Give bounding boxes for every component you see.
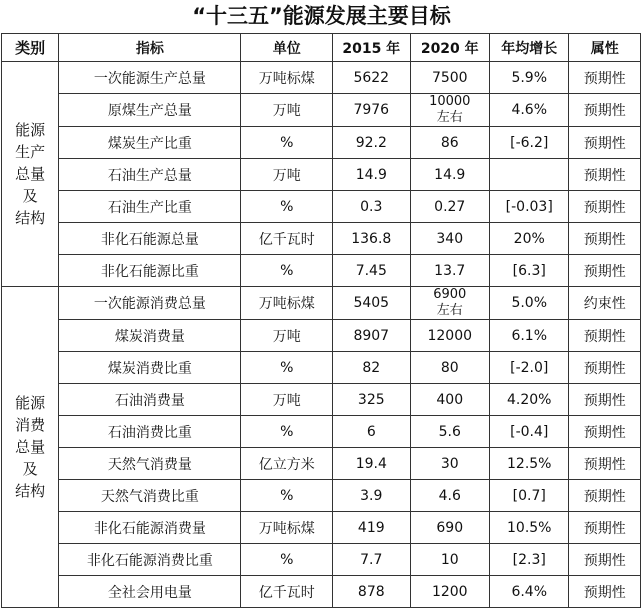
indicator-cell: 非化石能源总量: [59, 223, 241, 255]
value-2015-cell: 136.8: [333, 223, 410, 255]
table-row: [2, 287, 641, 320]
value-2015-cell: 92.2: [333, 127, 410, 159]
value-2020-cell: 30: [410, 448, 489, 480]
unit-cell: 万吨: [241, 94, 333, 127]
unit-cell: 万吨标煤: [241, 512, 333, 544]
value-2015-cell: 3.9: [333, 480, 410, 512]
attribute-cell: 预期性: [569, 416, 641, 448]
attribute-cell: 预期性: [569, 94, 641, 127]
value-2015-cell: 5405: [333, 287, 410, 320]
unit-cell: %: [241, 255, 333, 287]
indicator-cell: 一次能源消费总量: [59, 287, 241, 320]
unit-cell: %: [241, 127, 333, 159]
table-row: [2, 255, 641, 287]
indicator-cell: 煤炭消费量: [59, 320, 241, 352]
growth-cell: 6.4%: [490, 576, 569, 608]
attribute-cell: 预期性: [569, 159, 641, 191]
attribute-cell: 预期性: [569, 384, 641, 416]
value-2015-cell: 5622: [333, 62, 410, 94]
table-row: [2, 352, 641, 384]
value-2015-cell: 14.9: [333, 159, 410, 191]
category-label: 能源 生产 总量 及 结构: [15, 121, 46, 227]
unit-cell: 万吨标煤: [241, 287, 333, 320]
value-2020-cell: 690: [410, 512, 489, 544]
unit-cell: %: [241, 544, 333, 576]
indicator-cell: 非化石能源消费比重: [59, 544, 241, 576]
attribute-cell: 预期性: [569, 255, 641, 287]
value-2020-cell: 10: [410, 544, 489, 576]
table-row: [2, 94, 641, 127]
header-indicator: 指标: [59, 34, 241, 62]
table-row: [2, 544, 641, 576]
table-row: [2, 62, 641, 94]
growth-cell: [-0.03]: [490, 191, 569, 223]
indicator-cell: 煤炭消费比重: [59, 352, 241, 384]
unit-cell: %: [241, 416, 333, 448]
value-2020-cell: 0.27: [410, 191, 489, 223]
category-label: 能源 消费 总量 及 结构: [15, 394, 46, 500]
unit-cell: %: [241, 480, 333, 512]
attribute-cell: 预期性: [569, 352, 641, 384]
header-growth: 年均增长: [490, 34, 569, 62]
value-2015-cell: 419: [333, 512, 410, 544]
header-attribute: 属性: [569, 34, 641, 62]
value-2015-cell: 6: [333, 416, 410, 448]
value-2020-cell: 340: [410, 223, 489, 255]
indicator-cell: 全社会用电量: [59, 576, 241, 608]
growth-cell: 20%: [490, 223, 569, 255]
attribute-cell: 预期性: [569, 512, 641, 544]
header-category: 类别: [2, 34, 59, 62]
header-2015: 2015 年: [333, 34, 410, 62]
attribute-cell: 预期性: [569, 191, 641, 223]
attribute-cell: 预期性: [569, 576, 641, 608]
table-row: [2, 416, 641, 448]
unit-cell: 亿立方米: [241, 448, 333, 480]
attribute-cell: 预期性: [569, 448, 641, 480]
table-row: [2, 127, 641, 159]
unit-cell: 亿千瓦时: [241, 223, 333, 255]
value-2015-cell: 7976: [333, 94, 410, 127]
growth-cell: [-6.2]: [490, 127, 569, 159]
unit-cell: 万吨: [241, 320, 333, 352]
value-2015-cell: 0.3: [333, 191, 410, 223]
unit-cell: 万吨: [241, 159, 333, 191]
attribute-cell: 预期性: [569, 62, 641, 94]
indicator-cell: 原煤生产总量: [59, 94, 241, 127]
table-row: [2, 576, 641, 608]
attribute-cell: 预期性: [569, 544, 641, 576]
value-2015-cell: 878: [333, 576, 410, 608]
table-body: [2, 62, 641, 608]
indicator-cell: 石油生产总量: [59, 159, 241, 191]
growth-cell: 12.5%: [490, 448, 569, 480]
value-2015-cell: 7.45: [333, 255, 410, 287]
value-2015-cell: 8907: [333, 320, 410, 352]
attribute-cell: 预期性: [569, 320, 641, 352]
energy-targets-table: [1, 33, 641, 608]
table-row: [2, 512, 641, 544]
value-2020-cell: 6900 左右: [410, 287, 489, 320]
value-2020-cell: 12000: [410, 320, 489, 352]
page-title: “十三五”能源发展主要目标: [192, 4, 451, 28]
value-2020-cell: 14.9: [410, 159, 489, 191]
growth-cell: [-0.4]: [490, 416, 569, 448]
indicator-cell: 一次能源生产总量: [59, 62, 241, 94]
value-2020-cell: 5.6: [410, 416, 489, 448]
table-row: [2, 223, 641, 255]
value-2020-cell: 10000 左右: [410, 94, 489, 127]
attribute-cell: 预期性: [569, 127, 641, 159]
indicator-cell: 非化石能源比重: [59, 255, 241, 287]
growth-cell: [2.3]: [490, 544, 569, 576]
value-2020-cell: 7500: [410, 62, 489, 94]
value-2015-cell: 19.4: [333, 448, 410, 480]
table-row: [2, 448, 641, 480]
value-2015-cell: 82: [333, 352, 410, 384]
growth-cell: 6.1%: [490, 320, 569, 352]
value-2020-cell: 1200: [410, 576, 489, 608]
indicator-cell: 煤炭生产比重: [59, 127, 241, 159]
value-2020-cell: 86: [410, 127, 489, 159]
growth-cell: [-2.0]: [490, 352, 569, 384]
value-2020-cell: 400: [410, 384, 489, 416]
attribute-cell: 预期性: [569, 223, 641, 255]
unit-cell: %: [241, 191, 333, 223]
indicator-cell: 天然气消费比重: [59, 480, 241, 512]
value-2020-cell: 4.6: [410, 480, 489, 512]
attribute-cell: 预期性: [569, 480, 641, 512]
category-cell: [2, 62, 59, 287]
unit-cell: %: [241, 352, 333, 384]
table-row: [2, 480, 641, 512]
growth-cell: 5.0%: [490, 287, 569, 320]
value-2020-cell: 13.7: [410, 255, 489, 287]
indicator-cell: 石油生产比重: [59, 191, 241, 223]
table-row: [2, 384, 641, 416]
table-row: [2, 159, 641, 191]
growth-cell: 4.20%: [490, 384, 569, 416]
growth-cell: [490, 159, 569, 191]
header-row: [2, 34, 641, 62]
header-2020: 2020 年: [410, 34, 489, 62]
growth-cell: 5.9%: [490, 62, 569, 94]
value-2015-cell: 7.7: [333, 544, 410, 576]
indicator-cell: 非化石能源消费量: [59, 512, 241, 544]
indicator-cell: 石油消费量: [59, 384, 241, 416]
growth-cell: 10.5%: [490, 512, 569, 544]
category-cell: [2, 287, 59, 608]
growth-cell: [0.7]: [490, 480, 569, 512]
indicator-cell: 天然气消费量: [59, 448, 241, 480]
indicator-cell: 石油消费比重: [59, 416, 241, 448]
growth-cell: 4.6%: [490, 94, 569, 127]
value-2015-cell: 325: [333, 384, 410, 416]
value-2020-cell: 80: [410, 352, 489, 384]
unit-cell: 万吨: [241, 384, 333, 416]
growth-cell: [6.3]: [490, 255, 569, 287]
attribute-cell: 约束性: [569, 287, 641, 320]
table-row: [2, 191, 641, 223]
header-unit: 单位: [241, 34, 333, 62]
unit-cell: 万吨标煤: [241, 62, 333, 94]
unit-cell: 亿千瓦时: [241, 576, 333, 608]
table-row: [2, 320, 641, 352]
